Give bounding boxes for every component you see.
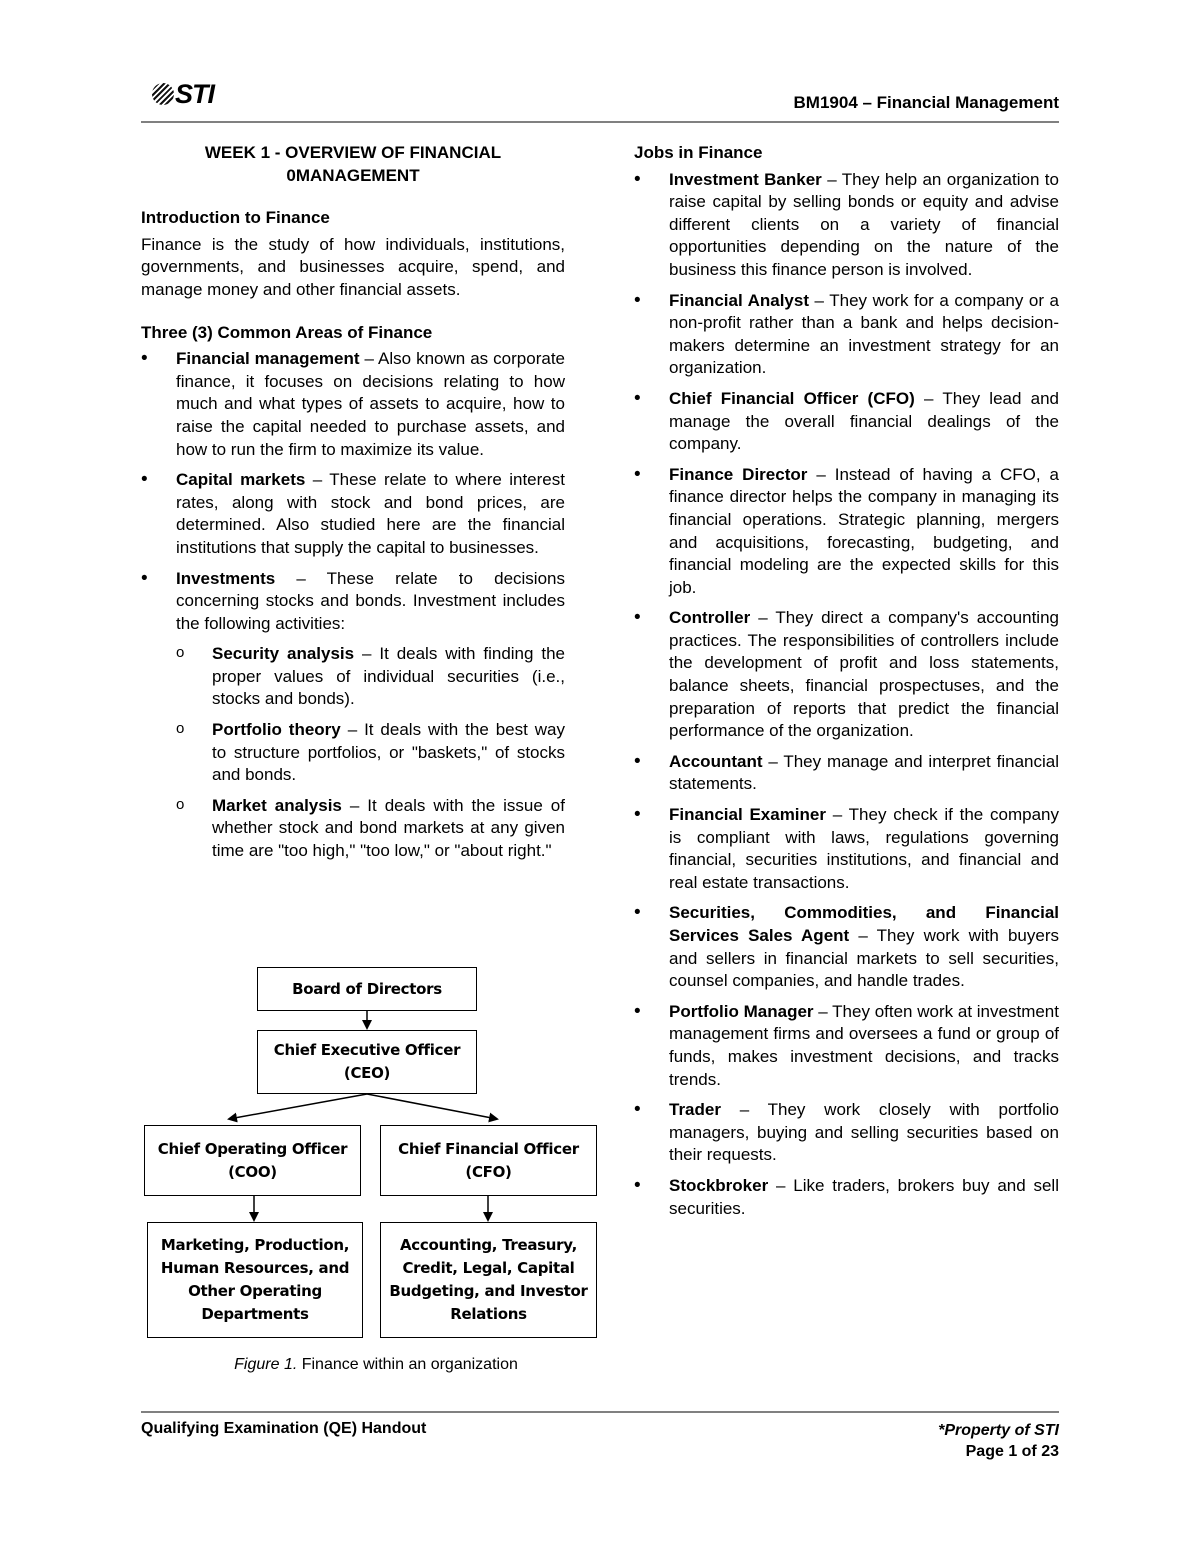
job-title: Chief Financial Officer (CFO) (669, 388, 915, 408)
jobs-list (634, 169, 1059, 1221)
sub-list-item (176, 643, 565, 711)
job-title: Trader (669, 1100, 721, 1120)
board-box (257, 967, 477, 1011)
job-description: – They lead and manage the overall financial dealings of the company. (669, 388, 1060, 454)
job-title: Controller (669, 608, 751, 628)
logo-text: STI (175, 78, 215, 109)
item-term: Portfolio theory (212, 720, 341, 740)
job-description: – They help an organization to raise capital by selling bonds or equity and advise different clients on a variety of financial opportunities depending on the nature of the business this finance person is involved. (669, 169, 1059, 279)
arrow-ceo-to-cfo (367, 1094, 497, 1119)
left-column (141, 142, 565, 871)
job-description: – They work closely with portfolio managers, buying and selling securities based on their requests. (669, 1100, 1059, 1165)
job-item (634, 902, 1059, 992)
item-term: Capital markets (176, 470, 306, 490)
course-title: BM1904 – Financial Management (793, 93, 1059, 112)
item-text: – These relate to decisions concerning stocks and bonds. Investment includes the following activities: (176, 568, 565, 633)
ceo-box (257, 1030, 477, 1094)
job-title: Financial Examiner (669, 805, 826, 825)
investments-sublist (141, 643, 565, 862)
right-column (634, 142, 1059, 1228)
arrow-ceo-to-coo (229, 1094, 367, 1119)
coo-departments-label: Marketing, Production, Human Resources, and Other Operating Departments (160, 1236, 350, 1323)
areas-list (141, 348, 565, 862)
caption-text: Finance within an organization (297, 1356, 518, 1373)
job-description: – They direct a company's accounting practices. The responsibilities of controllers include the development of profit and loss statements, balance sheets, financial prospectuses, and the preparation of reports that predict the financial performance of the organization. (669, 608, 1059, 741)
item-term: Security analysis (212, 644, 355, 664)
job-item (634, 388, 1059, 456)
job-description: – They manage and interpret financial statements. (669, 751, 1059, 794)
intro-body: Finance is the study of how individuals, institutions, governments, and businesses acquire, spend, and manage money and other financial assets. (141, 234, 565, 299)
property-notice: *Property of STI (938, 1422, 1059, 1439)
ceo-label: Chief Executive Officer (CEO) (273, 1041, 461, 1082)
job-title: Stockbroker (669, 1175, 769, 1195)
job-title: Securities, Commodities, and Financial Services Sales Agent (669, 903, 1059, 945)
job-description: – Like traders, brokers buy and sell securities. (669, 1175, 1059, 1218)
coo-box (144, 1125, 361, 1196)
cfo-label: Chief Financial Officer (CFO) (398, 1139, 579, 1181)
item-text: – It deals with the issue of whether stock and bond markets at any given time are "too high," "too low," or "about right." (212, 795, 565, 861)
item-text: – These relate to where interest rates, along with stock and bond prices, are determined. Also studied here are the financial institutions that supply the capital to businesses. (176, 470, 565, 557)
job-title: Investment Banker (669, 169, 822, 189)
board-label: Board of Directors (292, 979, 442, 998)
item-text: – Also known as corporate finance, it focuses on decisions relating to how much and what types of assets to acquire, how to raise the capital needed to purchase assets, and how to run the firm to maximize its value. (176, 349, 565, 459)
job-description: – They check if the company is compliant with laws, regulations governing financial, securities institutions, and financial and real estate transactions. (669, 805, 1059, 892)
footer-handout-label: Qualifying Examination (QE) Handout (141, 1420, 427, 1437)
header-divider (141, 121, 1059, 123)
jobs-heading: Jobs in Finance (634, 143, 763, 162)
title-line-2: 0MANAGEMENT (286, 165, 420, 185)
job-item (634, 751, 1059, 796)
coo-label: Chief Operating Officer (COO) (157, 1139, 348, 1181)
item-text: – It deals with the best way to structure portfolios, or "baskets," of stocks and bonds. (212, 720, 565, 785)
item-text: – It deals with finding the proper values of individual securities (i.e., stocks and bonds). (212, 644, 565, 709)
sti-logo (152, 80, 214, 108)
list-item (141, 568, 565, 863)
job-description: – They often work at investment management firms and oversees a fund or group of funds, makes investment decisions, and tracks trends. (669, 1001, 1059, 1089)
job-description: – They work for a company or a non-profit rather than a bank and helps decision-makers determine an investment strategy for an organization. (669, 290, 1060, 378)
job-item (634, 607, 1059, 743)
title-line-1: WEEK 1 - OVERVIEW OF FINANCIAL (204, 143, 502, 162)
footer-right (938, 1420, 1059, 1462)
intro-heading: Introduction to Finance (141, 208, 330, 228)
job-description: – They work with buyers and sellers in financial markets to sell securities, counsel companies, and handle trades. (669, 926, 1059, 991)
coo-departments-box (147, 1222, 363, 1338)
list-item (141, 469, 565, 559)
page-number: Page 1 of 23 (965, 1443, 1059, 1460)
footer-divider (141, 1411, 1059, 1413)
areas-heading: Three (3) Common Areas of Finance (141, 322, 433, 342)
globe-icon (152, 83, 174, 105)
job-item (634, 464, 1059, 600)
job-title: Accountant (669, 751, 763, 771)
figure-caption (141, 1356, 611, 1374)
job-item (634, 290, 1059, 380)
org-chart (141, 965, 611, 1350)
item-term: Market analysis (212, 795, 342, 815)
job-description: – Instead of having a CFO, a finance director helps the company in managing its financial operations. Strategic planning, mergers and acquisitions, forecasting, budgeting, and financial modeling are the expected skills for this job. (669, 464, 1059, 597)
sub-list-item (176, 795, 565, 863)
job-item (634, 1099, 1059, 1167)
job-title: Financial Analyst (669, 290, 810, 310)
job-title: Finance Director (669, 464, 808, 484)
cfo-box (380, 1125, 597, 1196)
job-title: Portfolio Manager (669, 1001, 814, 1021)
sub-list-item (176, 719, 565, 787)
list-item (141, 348, 565, 461)
item-term: Financial management (176, 349, 360, 369)
page-title (141, 142, 565, 187)
job-item (634, 169, 1059, 282)
cfo-departments-label: Accounting, Treasury, Credit, Legal, Capital Budgeting, and Investor Relations (389, 1236, 588, 1323)
job-item (634, 1175, 1059, 1220)
job-item (634, 804, 1059, 894)
item-term: Investments (176, 568, 276, 588)
cfo-departments-box (380, 1222, 597, 1338)
job-item (634, 1001, 1059, 1091)
caption-label: Figure 1. (234, 1356, 298, 1373)
